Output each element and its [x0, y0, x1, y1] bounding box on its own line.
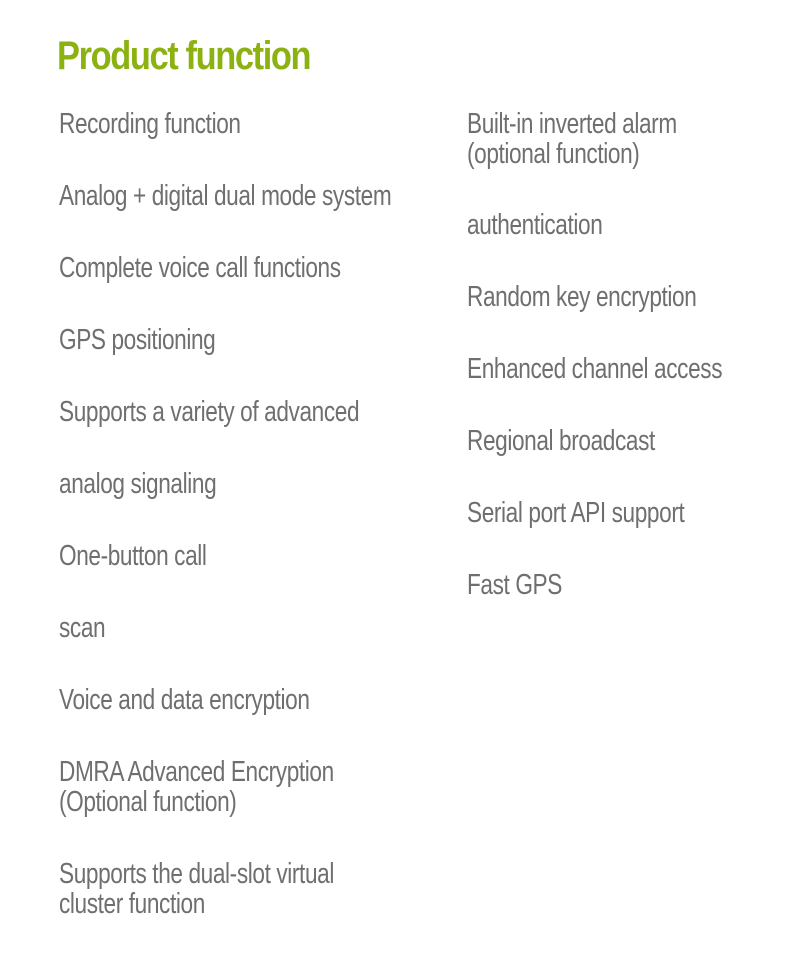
- feature-item: Fast GPS: [467, 569, 562, 601]
- feature-item: Regional broadcast: [467, 425, 655, 457]
- feature-item: scan: [59, 612, 106, 644]
- feature-item: authentication: [467, 209, 603, 241]
- feature-item: Random key encryption: [467, 281, 697, 313]
- feature-item: Supports a variety of advanced: [59, 396, 360, 428]
- feature-item: Serial port API support: [467, 497, 685, 529]
- feature-item: DMRA Advanced Encryption (Optional function): [59, 756, 334, 818]
- feature-item: Voice and data encryption: [59, 684, 310, 716]
- feature-item: GPS positioning: [59, 324, 216, 356]
- feature-item: One-button call: [59, 540, 207, 572]
- feature-item: Analog + digital dual mode system: [59, 180, 392, 212]
- page-title: Product function: [57, 34, 311, 78]
- feature-item: Enhanced channel access: [467, 353, 723, 385]
- feature-item: Supports the dual-slot virtual cluster function: [59, 858, 334, 920]
- feature-item: analog signaling: [59, 468, 217, 500]
- feature-item: Recording function: [59, 108, 241, 140]
- feature-item: Complete voice call functions: [59, 252, 341, 284]
- feature-item: Built-in inverted alarm (optional function): [467, 108, 677, 170]
